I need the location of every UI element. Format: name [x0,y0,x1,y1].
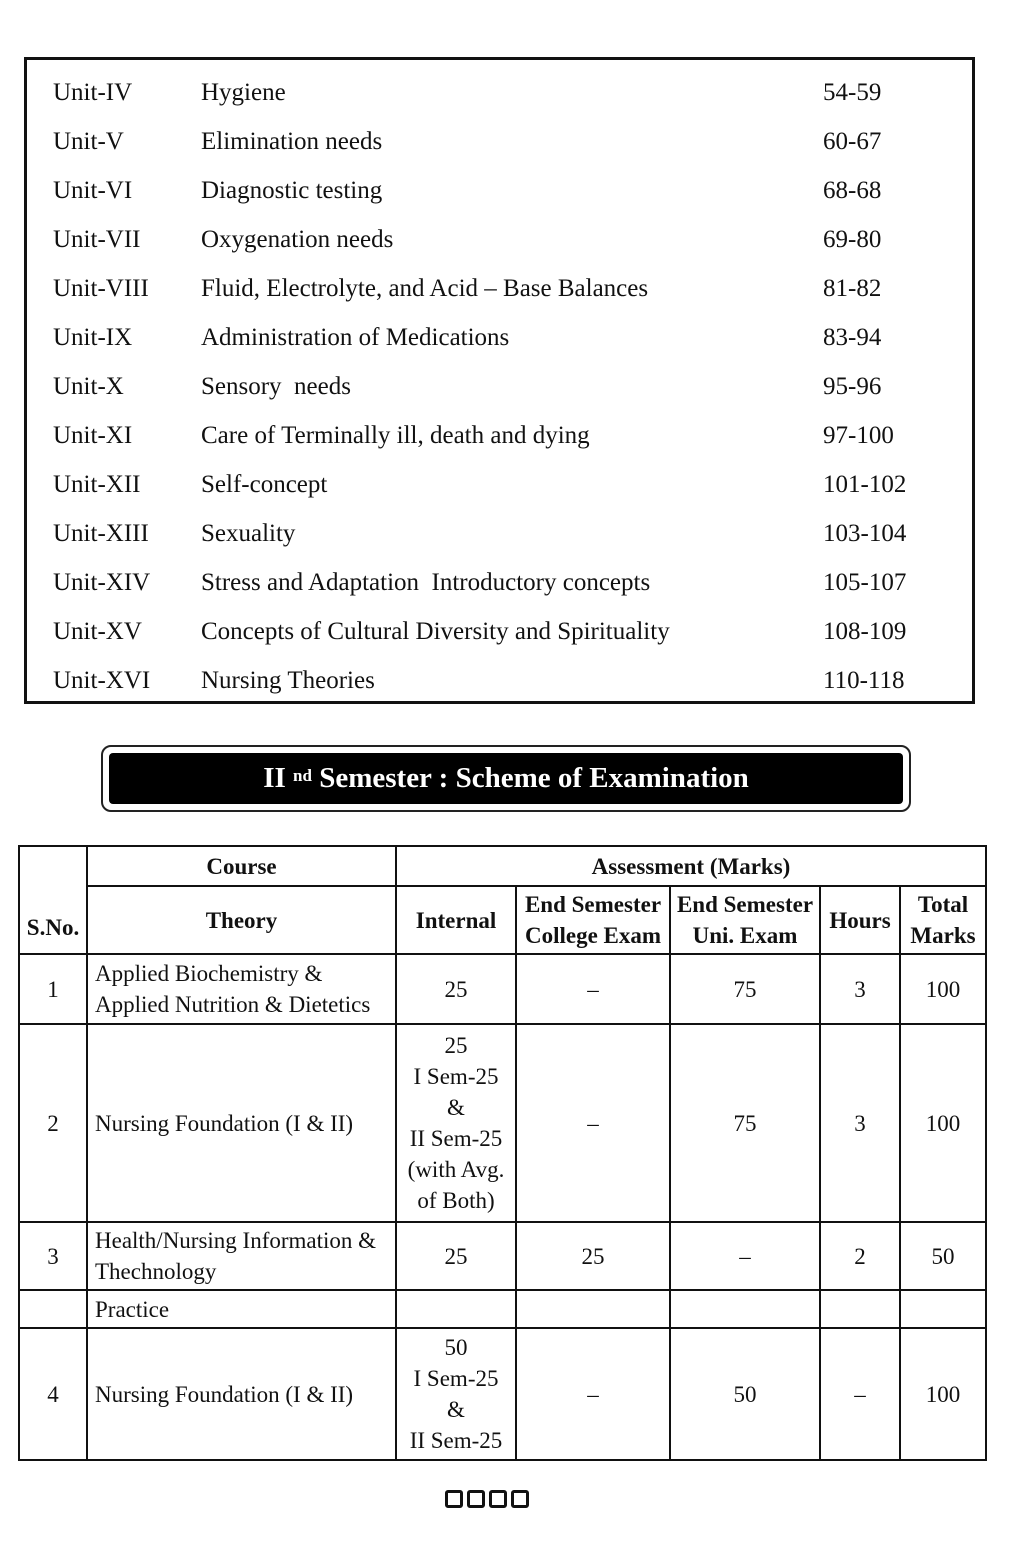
square-icon [489,1490,507,1508]
toc-row [27,171,972,211]
heading-prefix: II [263,762,286,794]
cell-college-exam: – [516,954,670,1024]
toc-title: Elimination needs [201,128,383,155]
square-icon [445,1490,463,1508]
cell-sno: 3 [19,1222,87,1290]
toc-title: Nursing Theories [201,667,375,694]
toc-pages: 54-59 [823,79,882,106]
cell-uni-exam: 75 [670,1024,820,1222]
cell-hours: 3 [820,954,900,1024]
cell-uni-exam: 50 [670,1328,820,1460]
toc-unit: Unit-VI [53,177,133,204]
cell-college-exam: – [516,1024,670,1222]
cell-course: Applied Biochemistry & Applied Nutrition & Dietetics [87,954,396,1024]
table-row [19,1024,986,1222]
toc-row [27,661,972,701]
toc-title: Sexuality [201,520,296,547]
cell-hours: 3 [820,1024,900,1222]
toc-row [27,612,972,652]
toc-unit: Unit-V [53,128,124,155]
toc-unit: Unit-IX [53,324,133,351]
exam-scheme-table [18,845,987,1461]
toc-title: Sensory needs [201,373,351,400]
toc-title: Administration of Medications [201,324,510,351]
header-sno: S.No. [19,846,87,954]
contents-box [24,57,975,704]
end-mark-icon [445,1490,529,1512]
cell-total: 100 [900,954,986,1024]
table-row [19,1222,986,1290]
toc-unit: Unit-XI [53,422,133,449]
header-total-marks: Total Marks [900,886,986,954]
cell-total: 100 [900,1328,986,1460]
toc-title: Concepts of Cultural Diversity and Spirituality [201,618,670,645]
toc-pages: 97-100 [823,422,894,449]
toc-pages: 68-68 [823,177,882,204]
header-internal: Internal [396,886,516,954]
table-header-row [19,886,986,954]
heading-text: Semester : Scheme of Examination [311,762,749,794]
toc-pages: 105-107 [823,569,907,596]
toc-pages: 101-102 [823,471,907,498]
toc-pages: 83-94 [823,324,882,351]
toc-row [27,465,972,505]
section-heading [109,753,903,804]
square-icon [511,1490,529,1508]
toc-pages: 110-118 [823,667,905,694]
toc-row [27,318,972,358]
toc-pages: 95-96 [823,373,882,400]
cell-hours: – [820,1328,900,1460]
toc-row [27,514,972,554]
toc-unit: Unit-VIII [53,275,149,302]
table-header-row [19,846,986,886]
practice-section-row [19,1290,986,1328]
header-course: Course [87,846,396,886]
section-heading-frame [101,745,911,812]
toc-row [27,269,972,309]
toc-title: Stress and Adaptation Introductory concepts [201,569,651,596]
heading-superscript: nd [293,766,312,785]
header-assessment: Assessment (Marks) [396,846,986,886]
toc-title: Hygiene [201,79,286,106]
cell-sno: 2 [19,1024,87,1222]
toc-row [27,220,972,260]
toc-row [27,122,972,162]
toc-pages: 108-109 [823,618,907,645]
toc-pages: 81-82 [823,275,882,302]
practice-label: Practice [87,1290,396,1328]
cell-total: 50 [900,1222,986,1290]
header-theory: Theory [87,886,396,954]
cell-total: 100 [900,1024,986,1222]
toc-unit: Unit-XII [53,471,141,498]
cell-course: Health/Nursing Information & Thechnology [87,1222,396,1290]
table-row [19,954,986,1024]
toc-unit: Unit-XVI [53,667,151,694]
cell-internal: 25 [396,954,516,1024]
cell-college-exam: – [516,1328,670,1460]
toc-pages: 60-67 [823,128,882,155]
cell-internal: 25 I Sem-25 & II Sem-25 (with Avg. of Both) [396,1024,516,1222]
cell-hours: 2 [820,1222,900,1290]
toc-title: Diagnostic testing [201,177,383,204]
cell-course: Nursing Foundation (I & II) [87,1328,396,1460]
cell-internal: 50 I Sem-25 & II Sem-25 [396,1328,516,1460]
toc-row [27,416,972,456]
header-college-exam: End Semester College Exam [516,886,670,954]
toc-row [27,367,972,407]
cell-course: Nursing Foundation (I & II) [87,1024,396,1222]
header-hours: Hours [820,886,900,954]
toc-row [27,563,972,603]
toc-unit: Unit-XV [53,618,142,645]
table-row [19,1328,986,1460]
cell-uni-exam: 75 [670,954,820,1024]
cell-college-exam: 25 [516,1222,670,1290]
toc-unit: Unit-VII [53,226,141,253]
cell-uni-exam: – [670,1222,820,1290]
cell-sno: 4 [19,1328,87,1460]
toc-pages: 69-80 [823,226,882,253]
toc-unit: Unit-X [53,373,124,400]
cell-internal: 25 [396,1222,516,1290]
toc-unit: Unit-IV [53,79,133,106]
toc-row [27,73,972,113]
toc-title: Oxygenation needs [201,226,394,253]
toc-pages: 103-104 [823,520,907,547]
header-uni-exam: End Semester Uni. Exam [670,886,820,954]
square-icon [467,1490,485,1508]
toc-title: Care of Terminally ill, death and dying [201,422,590,449]
toc-title: Self-concept [201,471,328,498]
toc-unit: Unit-XIII [53,520,149,547]
cell-sno: 1 [19,954,87,1024]
toc-title: Fluid, Electrolyte, and Acid – Base Balances [201,275,649,302]
toc-unit: Unit-XIV [53,569,151,596]
